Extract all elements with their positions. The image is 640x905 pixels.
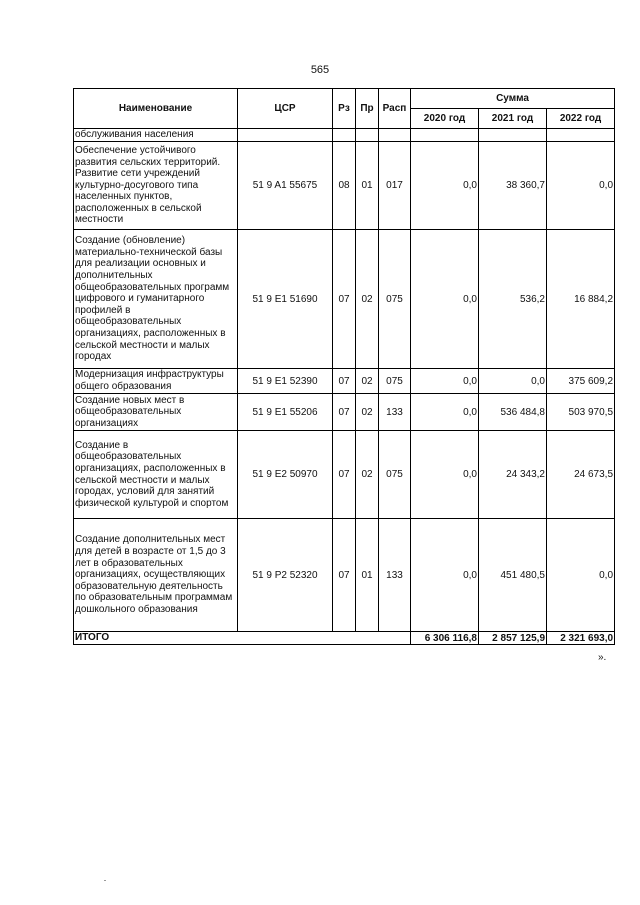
row-2021: 536 484,8 [479,394,547,431]
row-rz: 07 [333,394,356,431]
row-2021: 38 360,7 [479,142,547,230]
table-row [74,142,615,230]
total-row [74,632,615,645]
row-csr: 51 9 E2 50970 [238,431,333,519]
row-csr: 51 9 E1 51690 [238,230,333,369]
table-row [74,129,615,142]
row-csr: 51 9 E1 55206 [238,394,333,431]
total-2021: 2 857 125,9 [479,632,547,645]
row-2022: 0,0 [547,142,615,230]
row-pr: 02 [356,369,379,394]
row-2021: 0,0 [479,369,547,394]
row-csr: 51 9 P2 52320 [238,519,333,632]
row-rz [333,129,356,142]
row-2022: 0,0 [547,519,615,632]
budget-table [73,88,615,645]
row-rasp: 017 [379,142,411,230]
row-rasp: 075 [379,230,411,369]
total-2022: 2 321 693,0 [547,632,615,645]
header-pr: Пр [356,89,379,129]
row-name: Создание (обновление) материально-технической базы для реализации основных и дополнительных общеобразовательных программ цифрового и гуманитарного профилей в общеобразовательных организациях, расположенных в сельской местности и малых городах [74,230,238,369]
row-2020: 0,0 [411,394,479,431]
row-name: Создание дополнительных мест для детей в возрасте от 1,5 до 3 лет в образовательных организациях, осуществляющих образовательную деятельность по образовательным программам дошкольного образования [74,519,238,632]
row-2021: 451 480,5 [479,519,547,632]
header-rasp: Расп [379,89,411,129]
row-2022: 503 970,5 [547,394,615,431]
row-2022 [547,129,615,142]
header-2021: 2021 год [479,109,547,129]
header-name: Наименование [74,89,238,129]
row-pr: 02 [356,230,379,369]
row-rasp: 133 [379,519,411,632]
row-csr: 51 9 A1 55675 [238,142,333,230]
row-rasp: 075 [379,369,411,394]
header-csr: ЦСР [238,89,333,129]
row-name: Модернизация инфраструктуры общего образования [74,369,238,394]
page-number: 565 [310,64,330,76]
closing-quote: ». [598,652,607,663]
total-2020: 6 306 116,8 [411,632,479,645]
row-2021: 536,2 [479,230,547,369]
table-row [74,519,615,632]
row-2021 [479,129,547,142]
header-sum: Сумма [411,89,615,109]
row-rasp: 133 [379,394,411,431]
row-2020: 0,0 [411,142,479,230]
row-pr [356,129,379,142]
row-pr: 02 [356,431,379,519]
row-rasp [379,129,411,142]
row-pr: 01 [356,519,379,632]
row-csr [238,129,333,142]
row-2021: 24 343,2 [479,431,547,519]
row-2020: 0,0 [411,369,479,394]
row-csr: 51 9 E1 52390 [238,369,333,394]
row-2022: 24 673,5 [547,431,615,519]
row-rz: 07 [333,230,356,369]
row-2022: 16 884,2 [547,230,615,369]
row-2022: 375 609,2 [547,369,615,394]
row-pr: 02 [356,394,379,431]
row-name: обслуживания населения [74,129,238,142]
row-name: Создание новых мест в общеобразовательных организациях [74,394,238,431]
scan-speck [104,880,106,881]
row-rz: 07 [333,519,356,632]
row-2020 [411,129,479,142]
table-row [74,394,615,431]
row-2020: 0,0 [411,230,479,369]
header-2022: 2022 год [547,109,615,129]
table-row [74,431,615,519]
row-rasp: 075 [379,431,411,519]
row-2020: 0,0 [411,431,479,519]
row-name: Создание в общеобразовательных организациях, расположенных в сельской местности и малых городах, условий для занятий физической культурой и спортом [74,431,238,519]
row-rz: 08 [333,142,356,230]
table-row [74,230,615,369]
header-rz: Рз [333,89,356,129]
row-2020: 0,0 [411,519,479,632]
table-row [74,369,615,394]
row-rz: 07 [333,431,356,519]
row-pr: 01 [356,142,379,230]
header-2020: 2020 год [411,109,479,129]
row-rz: 07 [333,369,356,394]
row-name: Обеспечение устойчивого развития сельских территорий. Развитие сети учреждений культурно-досугового типа населенных пунктов, расположенных в сельской местности [74,142,238,230]
total-label: ИТОГО [74,632,411,645]
